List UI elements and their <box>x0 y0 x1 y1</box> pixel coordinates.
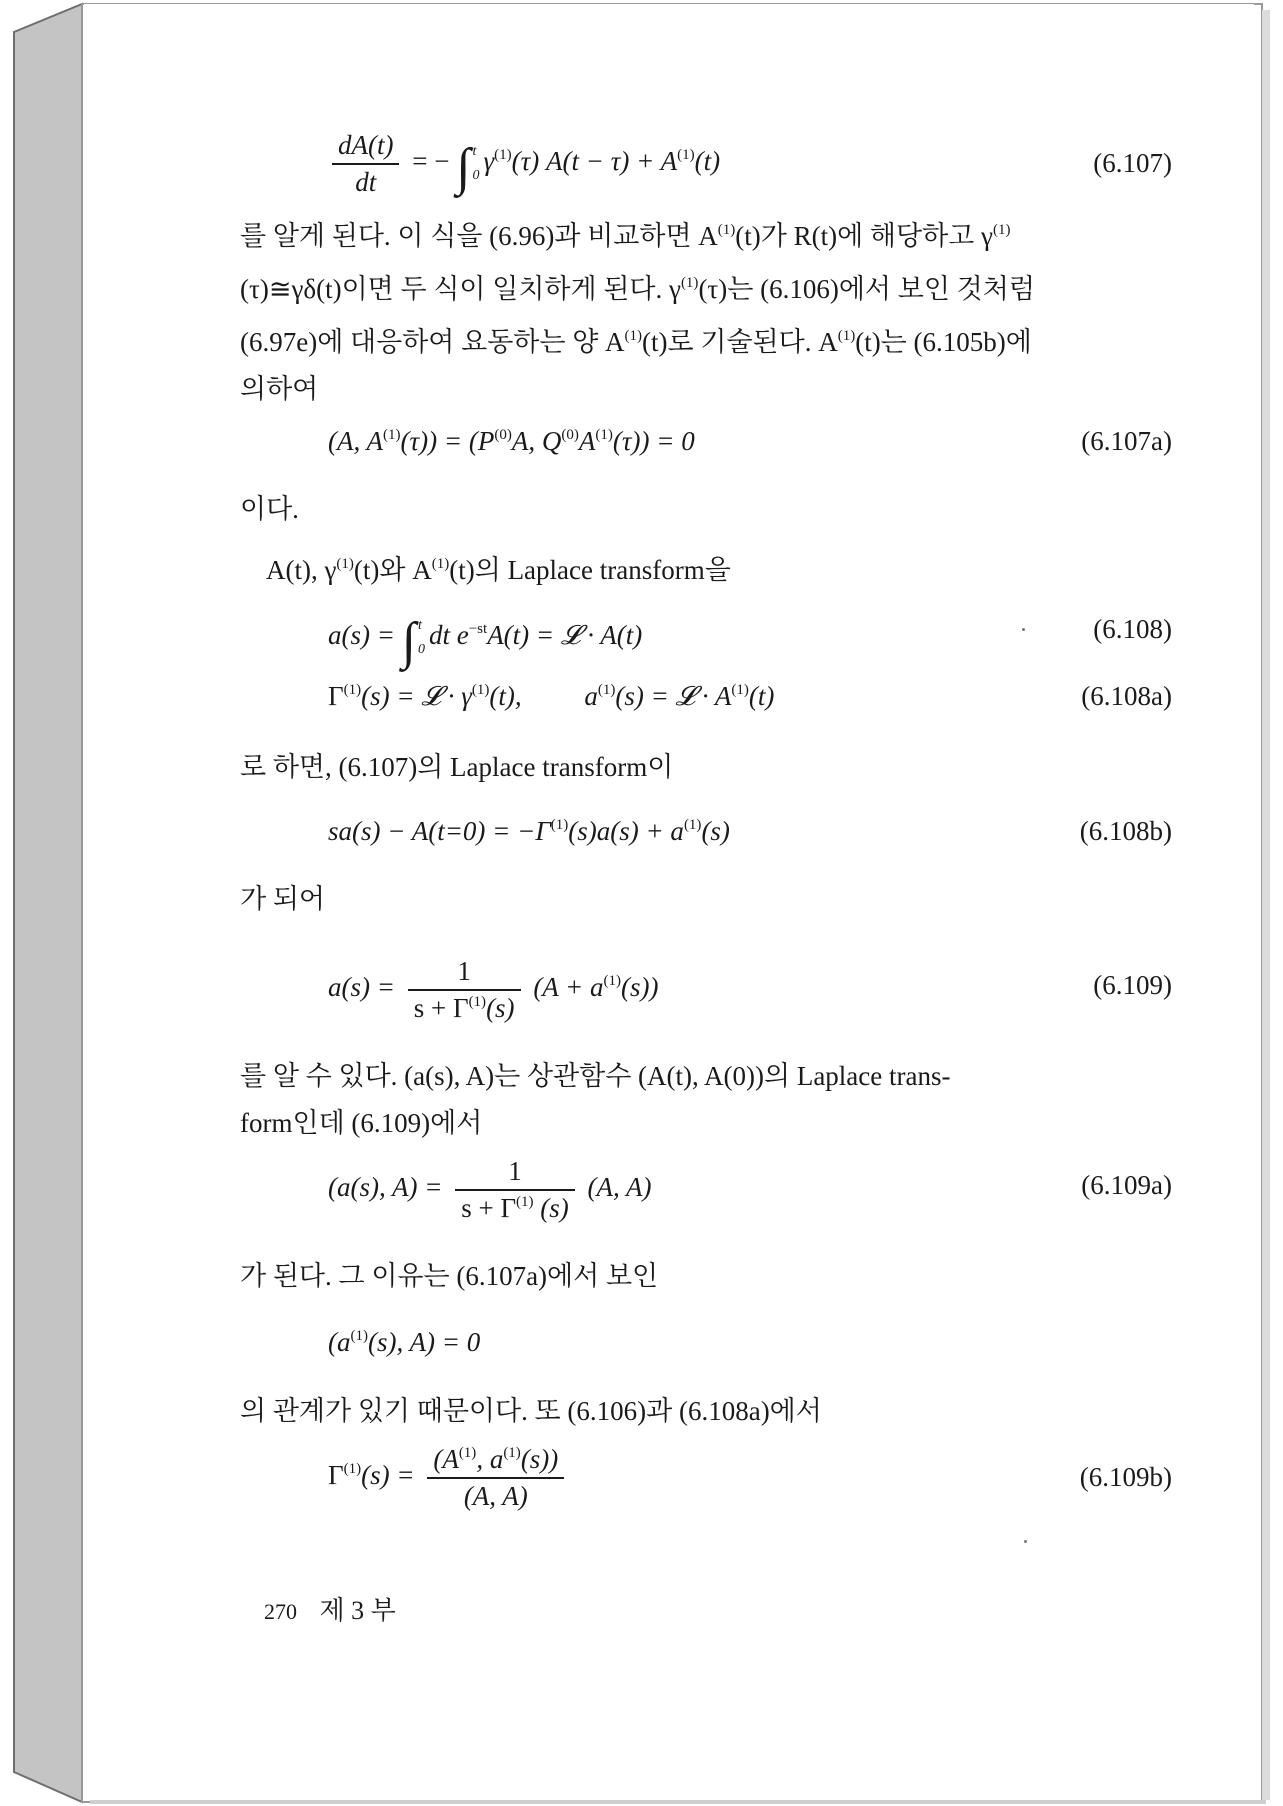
integral-sign: ∫ <box>401 613 416 670</box>
integral-sign: ∫ <box>456 139 471 197</box>
equation-number: (6.109b) <box>1079 1462 1172 1492</box>
fraction: $\frac{1}{s + \Gamma^{(1)}(s)}$ <box>408 956 521 1024</box>
paragraph: A(t), $\gamma^{(1)}(t)$와 $A^{(1)}(t)$의 Laplace transform을 <box>266 555 731 585</box>
paragraph: 를 알게 된다. 이 식을 (6.96)과 비교하면 $A^{(1)}(t)$가 R(t)에 해당하고 $\gamma^{(1)}$ (τ)≅γδ(t)이면 두 식이 일치하게 된다. $\gamma^{(1)}(\tau)$는 (6.106)에서 보인 것처럼 (6.97e)에 대응하여 요동하는 양 $A^{(1)}(t)$로 기술된다. $A^{(1)}(t)$는 (6.105b)에 의하여 <box>240 221 1035 404</box>
equation-number: (6.108) <box>1093 614 1172 644</box>
equation-text: (t) <box>694 146 721 177</box>
book-page <box>84 4 1254 1800</box>
paragraph: 가 된다. 그 이유는 (6.107a)에서 보인 <box>240 1261 659 1291</box>
equation-number: (6.107) <box>1093 148 1172 178</box>
equation-number: (6.108a) <box>1081 681 1172 711</box>
integral-limits: t 0 <box>472 144 480 183</box>
fraction <box>332 130 399 198</box>
paragraph: 가 되어 <box>240 884 325 914</box>
equation-text: γ <box>483 146 495 177</box>
paragraph: 의 관계가 있기 때문이다. 또 (6.106)과 (6.108a)에서 <box>240 1396 822 1426</box>
speck-mark <box>1024 1540 1027 1543</box>
part-label: 제 3 부 <box>319 1596 396 1625</box>
integral-limits: t 0 <box>417 617 425 657</box>
equation-number: (6.109) <box>1093 970 1172 1000</box>
fraction: $\frac{1}{s + \Gamma^{(1)} (s)}$ <box>455 1156 575 1224</box>
equation-number: (6.108b) <box>1079 816 1172 846</box>
paragraph: 를 알 수 있다. (a(s), A)는 상관함수 (A(t), A(0))의 Laplace trans- form인데 (6.109)에서 <box>240 1061 951 1138</box>
equation-text: (τ) A(t − τ) + A <box>511 146 678 177</box>
paragraph: 이다. <box>240 494 299 524</box>
fraction-denominator: dt <box>355 167 377 197</box>
page-footer <box>264 1590 396 1627</box>
equation-text: = − <box>412 146 450 177</box>
paragraph: 로 하면, (6.107)의 Laplace transform이 <box>240 752 674 782</box>
equation-number: (6.109a) <box>1081 1170 1172 1200</box>
equation-number: (6.107a) <box>1081 426 1172 456</box>
speck-mark <box>1022 628 1025 631</box>
fraction-numerator: dA(t) <box>332 130 399 165</box>
fraction: $\frac{(A^{(1)}, a^{(1)}(s))}{(A, A)}$ <box>427 1444 564 1512</box>
page-content: $\frac{dA(t)}{dt}$ = − ∫ t 0 $\gamma^{(1)}(\tau) A(t - \tau) + A^{(1)}(t)$ (6.107) 를 알게 된다. 이 식을 (6.96)과 비교하면 $A^{(1)}(t)$가 R(t)에 해당하고 $\gamma^{(1)}$ (τ)≅γδ(t)이면 두 식이 일치하게 된다. $\gamma^{(1)}(\tau)$는 (6.106)에서 보인 것처럼 (6.97e)에 대응하여 요동하는 양 $A^{(1)}(t)$로 기술된다. $A^{(1)}(t)$는 (6.105b)에 의하여 (A, $A^{(1)}(\tau)) = (P^{(0)}A$, $Q^{(0)}A^{(1)}(\tau)) = 0$ (6.107a) 이다. A(t), $\gamma^{(1)}(t)$와 $A^{(1)}(t)$의 Laplace transform을 a(s) = ∫ t 0 dt $e^{-st}A(t)$ = 𝓛 · A(t) (6.108) $\Gamma^{(1)}(s)$ = 𝓛 · $\gamma^{(1)}(t)$, $a^{(1)}(s)$ = 𝓛 · $A^{(1)}(t)$ (6.108a) 로 하면, (6.107)의 Laplace transform이 $sa(s) - A(t=0) = -\Gamma^{(1)}(s)a(s) + a^{(1)}(s)$ (6.108b) 가 되어 a(s) = $\frac{1}{s + \Gamma^{(1)}(s)}$ $(A + a^{(1)}(s))$ (6.109) 를 알 수 있다. (a(s), A)는 상관함수 (A(t), A(0))의 Laplace trans- form인데 (6.109)에서 (a(s), A) = $\frac{1}{s + \Gamma^{(1)} (s)}$ (A, A) (6.109a) 가 된다. 그 이유는 (6.107a)에서 보인 ($a^{(1)}(s)$, A) = 0 의 관계가 있기 때문이다. 또 (6.106)과 (6.108a)에서 $\Gamma^{(1)}(s)$ = $\frac{(A^{(1)}, a^{(1)}(s))}{(A, A)}$ (6.109b) 270 제 3 부 <box>240 130 1172 1625</box>
page-number: 270 <box>264 1599 297 1624</box>
